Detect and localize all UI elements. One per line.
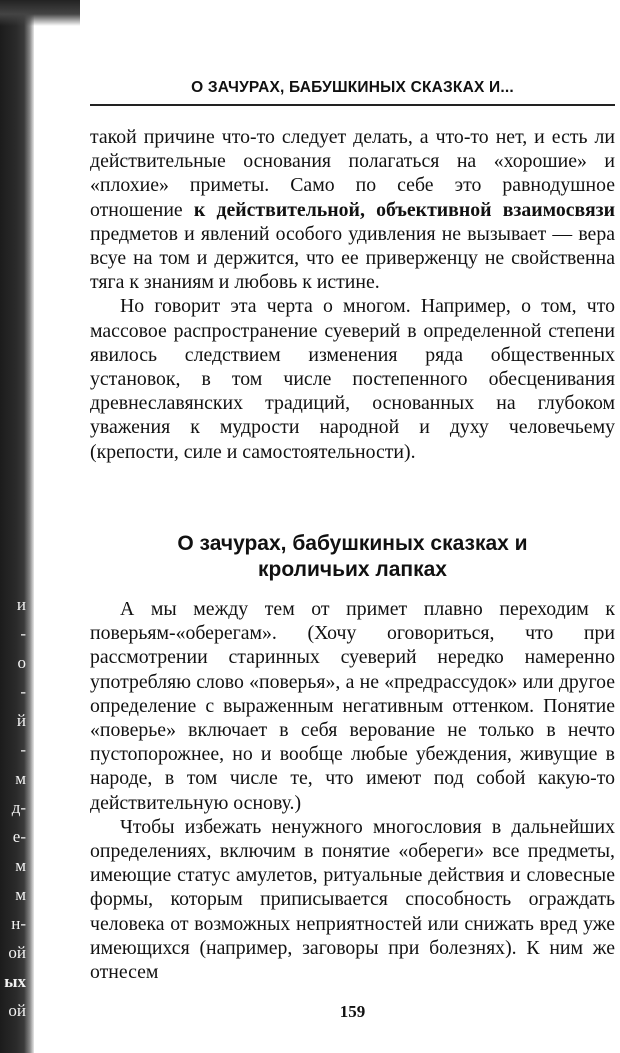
gutter-fragment: м xyxy=(15,856,26,875)
paragraph: Но говорит эта черта о многом. Например, о том, что массовое распространение суеверий в определенной степени явилось следствием изменения ряда общественных установок, в том числе постепенного обесценивания древнеславянских традиций, основанных на глубоком уважения к мудрости народной и духу человечьему (крепости, силе и самостоятельности). xyxy=(90,295,615,463)
emphasized-phrase: к действительной, объективной взаимосвязи xyxy=(193,198,615,221)
facing-page-fragments xyxy=(0,590,26,1025)
gutter-fragment: м xyxy=(15,769,26,788)
gutter-fragment: - xyxy=(20,624,26,643)
gutter-fragment: н- xyxy=(11,914,26,933)
paragraph: А мы между тем от примет плавно переходим к поверьям-«оберегам». (Хочу оговориться, что при рассмотрении старинных суеверий нередко намеренно употребляю слово «поверья», а не «предрассудок» или другое определение с выраженным негативным оттенком. Понятие «поверье» включает в себя верование не только в нечто пустопорожнее, но и вообще любые убеждения, живущие в народе, в том числе те, что имеют под собой какую-то действительную основу.) xyxy=(90,598,615,814)
gutter-fragment: ой xyxy=(8,943,26,962)
gutter-fragment: д- xyxy=(11,798,26,817)
gutter-fragment: - xyxy=(20,682,26,701)
running-head: О ЗАЧУРАХ, БАБУШКИНЫХ СКАЗКАХ И... xyxy=(191,79,514,96)
section-heading-line: О зачурах, бабушкиных сказках и xyxy=(177,532,528,555)
gutter-fragment: - xyxy=(20,740,26,759)
paragraph xyxy=(90,125,615,294)
gutter-fragment: е- xyxy=(12,827,26,846)
paragraph: Чтобы избежать ненужного многословия в дальнейших определениях, включим в понятие «обереги» все предметы, имеющие статус амулетов, ритуальные действия и словесные формы, которым приписывается способность ограждать человека от возможных неприятностей или снижать вред уже имеющихся (например, заговоры при болезнях). К ним же отнесем xyxy=(90,815,615,984)
gutter-fragment: м xyxy=(15,885,26,904)
gutter-fragment: о xyxy=(17,653,26,672)
header-rule xyxy=(90,104,615,106)
gutter-fragment: ых xyxy=(4,972,26,991)
body-text-lower xyxy=(90,597,615,984)
page-number: 159 xyxy=(339,1002,366,1021)
section-heading-line: кроличьих лапках xyxy=(258,558,447,581)
gutter-fragment: й xyxy=(16,711,26,730)
paragraph-text: такой причине что-то следует делать, а что-то нет, и есть ли действительные основания полагаться на «хорошие» и «плохие» приметы. Само по себе это равнодушное отношение xyxy=(90,126,615,221)
section-heading xyxy=(90,531,615,583)
gutter-fragment: и xyxy=(16,595,26,614)
paragraph-text: предметов и явлений особого удивления не вызывает — вера всуе на том и держится, что ее приверженцу не свойственна тяга к знаниям и любовь к истине. xyxy=(90,222,615,294)
gutter-fragment: ой xyxy=(8,1001,26,1020)
body-text-upper xyxy=(90,125,615,464)
scan-shadow xyxy=(0,0,80,26)
